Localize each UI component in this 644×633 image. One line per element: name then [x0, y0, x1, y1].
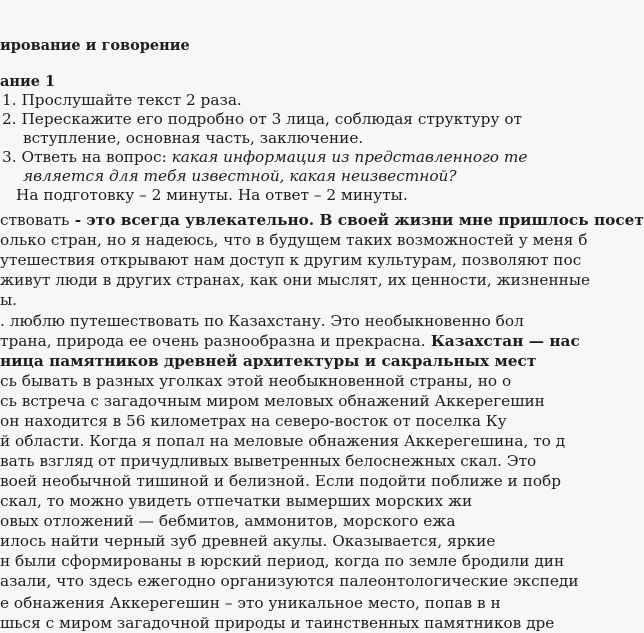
- paragraph-2-line-3: ница памятников древней архитектуры и сакральных мест: [0, 352, 537, 370]
- paragraph-2-line-8: вать взгляд от причудливых выветренных белоснежных скал. Это: [0, 452, 537, 470]
- paragraph-2-line-11: овых отложений — бебмитов, аммонитов, морского ежа: [0, 512, 456, 530]
- instruction-3: [2, 147, 527, 167]
- timing-note: На подготовку – 2 минуты. На ответ – 2 минуты.: [16, 186, 408, 204]
- instruction-3-cont: является для тебя известной, какая неизвестной?: [23, 167, 457, 185]
- paragraph-2-line-12: илось найти черный зуб древней акулы. Оказывается, яркие: [0, 532, 496, 550]
- instruction-3-lead: Ответь на вопрос:: [21, 148, 167, 166]
- instruction-2-cont: вступление, основная часть, заключение.: [23, 129, 364, 147]
- paragraph-2-line-10: скал, то можно увидеть отпечатки вымерших морских жи: [0, 492, 473, 510]
- paragraph-1-line-4: живут люди в других странах, как они мыслят, их ценности, жизненные: [0, 271, 591, 289]
- paragraph-2-line-13: н были сформированы в юрский период, когда по земле бродили дин: [0, 552, 565, 570]
- paragraph-1-line-1: ствовать - это всегда увлекательно. В своей жизни мне пришлось посет: [0, 211, 644, 229]
- paragraph-2-line-9: воей необычной тишиной и белизной. Если подойти поближе и побр: [0, 472, 562, 490]
- paragraph-1-line-2: олько стран, но я надеюсь, что в будущем таких возможностей у меня б: [0, 231, 588, 249]
- paragraph-2-line-14: азали, что здесь ежегодно организуются палеонтологические экспеди: [0, 572, 579, 590]
- paragraph-1-line-3: утешествия открывают нам доступ к другим культурам, позволяют пос: [0, 251, 582, 269]
- paragraph-2-line-2: трана, природа ее очень разнообразна и прекрасна. Казахстан — нас: [0, 332, 580, 350]
- paragraph-2-line-1: . люблю путешествовать по Казахстану. Это необыкновенно бол: [0, 312, 524, 330]
- instruction-3-question: какая информация из представленного те: [171, 148, 528, 166]
- paragraph-1-line-5: ы.: [0, 291, 18, 309]
- task-title: ание 1: [0, 73, 56, 90]
- paragraph-3-line-1: е обнажения Аккерегешин – это уникальное место, попав в н: [0, 594, 501, 612]
- paragraph-3-line-2: шься с миром загадочной природы и таинственных памятников дре: [0, 614, 555, 632]
- instruction-3-num: 3.: [2, 148, 17, 166]
- paragraph-2-line-4: сь бывать в разных уголках этой необыкновенной страны, но о: [0, 372, 512, 390]
- paragraph-2-line-5: сь встреча с загадочным миром меловых обнажений Аккерегешин: [0, 392, 545, 410]
- paragraph-2-line-7: й области. Когда я попал на меловые обнажения Аккерегешина, то д: [0, 432, 566, 450]
- instruction-1: 1. Прослушайте текст 2 раза.: [2, 91, 242, 109]
- heading: ирование и говорение: [0, 37, 190, 54]
- paragraph-2-line-6: он находится в 56 километрах на северо-восток от поселка Ку: [0, 412, 507, 430]
- instruction-2: 2. Перескажите его подробно от 3 лица, соблюдая структуру от: [2, 110, 522, 128]
